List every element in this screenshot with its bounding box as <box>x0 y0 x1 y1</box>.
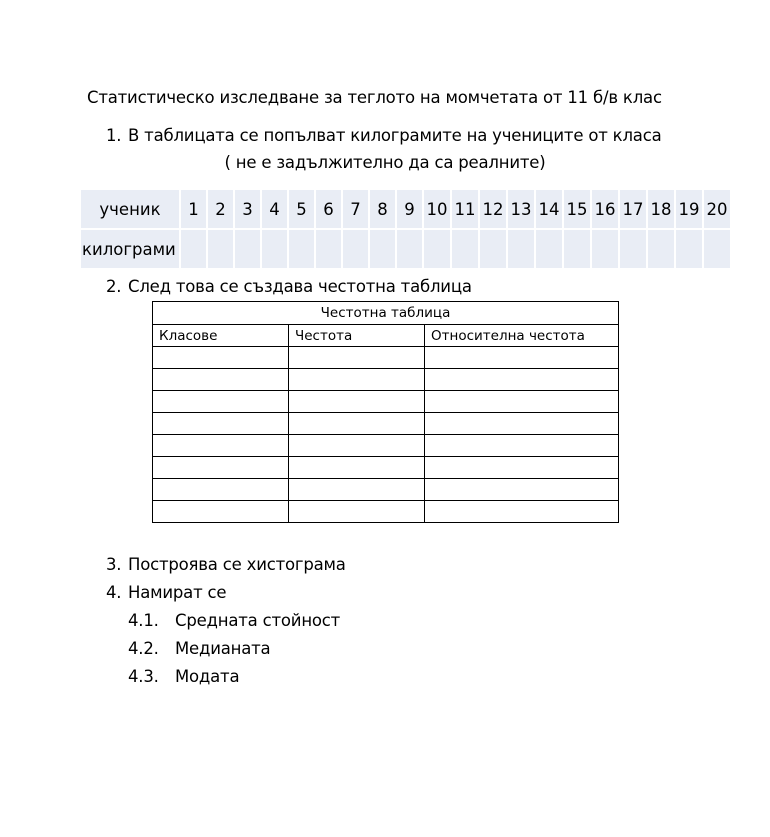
step-1-number: 1. <box>106 126 122 145</box>
table-cell[interactable] <box>153 413 289 435</box>
student-number: 7 <box>342 190 369 229</box>
student-number: 16 <box>591 190 619 229</box>
header-relative-frequency: Относителна честота <box>425 325 619 347</box>
table-cell[interactable] <box>289 413 425 435</box>
frequency-table-header <box>153 325 619 347</box>
table-cell[interactable] <box>153 501 289 523</box>
table-cell[interactable] <box>153 435 289 457</box>
kg-cell[interactable] <box>423 229 451 269</box>
kg-cell[interactable] <box>234 229 261 269</box>
table-row <box>153 479 619 501</box>
kg-cell[interactable] <box>591 229 619 269</box>
kg-cell[interactable] <box>535 229 563 269</box>
table-cell[interactable] <box>153 347 289 369</box>
table-cell[interactable] <box>289 369 425 391</box>
student-number: 8 <box>369 190 396 229</box>
page-title: Статистическо изследване за теглото на момчетата от 11 б/в клас <box>87 88 662 107</box>
kg-cell[interactable] <box>288 229 315 269</box>
substep-text: Модата <box>175 667 240 686</box>
step-4 <box>106 583 226 602</box>
student-number: 6 <box>315 190 342 229</box>
student-number: 17 <box>619 190 647 229</box>
kg-cell[interactable] <box>479 229 507 269</box>
student-number: 11 <box>451 190 479 229</box>
kg-cell[interactable] <box>207 229 234 269</box>
table-row <box>153 501 619 523</box>
table-cell[interactable] <box>425 501 619 523</box>
table-cell[interactable] <box>153 479 289 501</box>
kg-cell[interactable] <box>342 229 369 269</box>
table-cell[interactable] <box>425 479 619 501</box>
kg-cell[interactable] <box>619 229 647 269</box>
step-3 <box>106 555 346 574</box>
student-weight-table <box>81 190 732 270</box>
student-row <box>81 190 731 229</box>
substep-text: Средната стойност <box>175 611 341 630</box>
step-2 <box>106 277 472 296</box>
frequency-table-caption: Честотна таблица <box>153 302 619 325</box>
table-cell[interactable] <box>425 413 619 435</box>
student-number: 5 <box>288 190 315 229</box>
table-cell[interactable] <box>425 369 619 391</box>
step-2-number: 2. <box>106 277 122 296</box>
step-4-number: 4. <box>106 583 122 602</box>
step-2-text: След това се създава честотна таблица <box>128 277 472 296</box>
substep-number: 4.1. <box>128 611 159 630</box>
student-number: 15 <box>563 190 591 229</box>
step-3-text: Построява се хистограма <box>128 555 346 574</box>
substep-4-1 <box>128 611 340 630</box>
table-row <box>153 391 619 413</box>
student-number: 9 <box>396 190 423 229</box>
step-1-note: ( не е задължително да са реалните) <box>224 153 546 172</box>
kg-cell[interactable] <box>180 229 207 269</box>
student-row-label: ученик <box>81 190 180 229</box>
student-number: 3 <box>234 190 261 229</box>
table-cell[interactable] <box>289 501 425 523</box>
kg-cell[interactable] <box>675 229 703 269</box>
table-cell[interactable] <box>425 457 619 479</box>
step-1 <box>106 126 661 145</box>
student-number: 1 <box>180 190 207 229</box>
table-row <box>153 347 619 369</box>
table-cell[interactable] <box>289 391 425 413</box>
table-cell[interactable] <box>289 457 425 479</box>
header-classes: Класове <box>153 325 289 347</box>
kg-cell[interactable] <box>396 229 423 269</box>
frequency-table <box>152 301 619 523</box>
kg-cell[interactable] <box>507 229 535 269</box>
substep-4-3 <box>128 667 239 686</box>
student-number: 4 <box>261 190 288 229</box>
substep-text: Медианата <box>175 639 271 658</box>
kg-cell[interactable] <box>703 229 731 269</box>
kg-row <box>81 229 731 269</box>
kg-cell[interactable] <box>369 229 396 269</box>
student-number: 2 <box>207 190 234 229</box>
table-cell[interactable] <box>289 435 425 457</box>
table-row <box>153 435 619 457</box>
student-number: 18 <box>647 190 675 229</box>
table-cell[interactable] <box>425 391 619 413</box>
table-cell[interactable] <box>289 479 425 501</box>
table-row <box>153 369 619 391</box>
step-1-text: В таблицата се попълват килограмите на учениците от класа <box>128 126 662 145</box>
header-frequency: Честота <box>289 325 425 347</box>
kg-cell[interactable] <box>315 229 342 269</box>
step-3-number: 3. <box>106 555 122 574</box>
table-cell[interactable] <box>425 435 619 457</box>
substep-number: 4.3. <box>128 667 159 686</box>
table-row <box>153 413 619 435</box>
kg-row-label: килограми <box>81 229 180 269</box>
student-number: 12 <box>479 190 507 229</box>
kg-cell[interactable] <box>451 229 479 269</box>
table-cell[interactable] <box>425 347 619 369</box>
student-number: 14 <box>535 190 563 229</box>
kg-cell[interactable] <box>647 229 675 269</box>
table-cell[interactable] <box>153 391 289 413</box>
student-number: 10 <box>423 190 451 229</box>
substep-4-2 <box>128 639 270 658</box>
substep-number: 4.2. <box>128 639 159 658</box>
kg-cell[interactable] <box>563 229 591 269</box>
table-row <box>153 457 619 479</box>
table-cell[interactable] <box>153 457 289 479</box>
kg-cell[interactable] <box>261 229 288 269</box>
step-4-text: Намират се <box>128 583 227 602</box>
student-number: 20 <box>703 190 731 229</box>
student-number: 13 <box>507 190 535 229</box>
table-cell[interactable] <box>153 369 289 391</box>
table-cell[interactable] <box>289 347 425 369</box>
student-number: 19 <box>675 190 703 229</box>
